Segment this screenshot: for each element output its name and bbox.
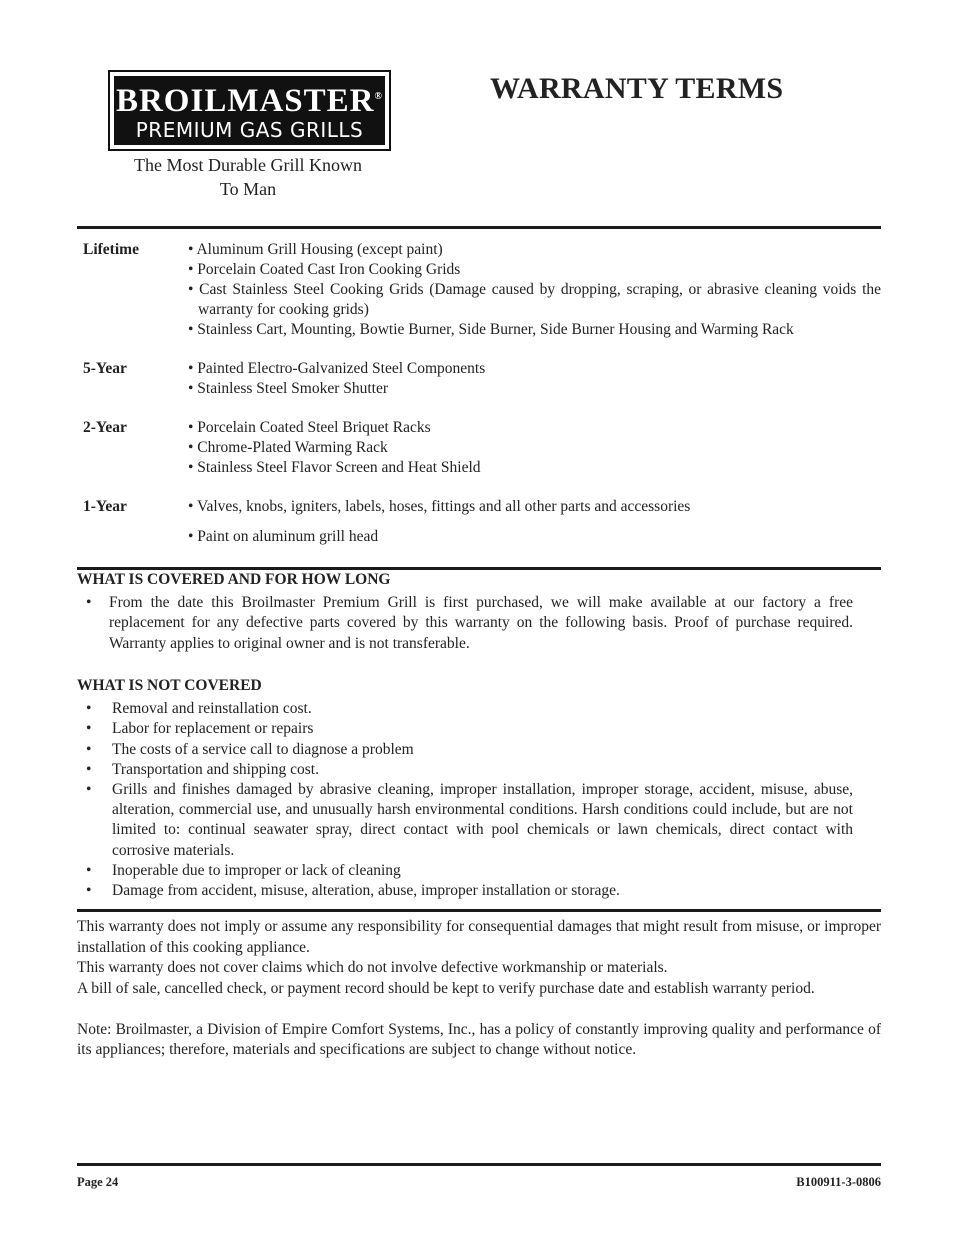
registered-mark: ® [374, 90, 384, 102]
logo-brand-text: BROILMASTER [115, 82, 375, 119]
term-item: • Porcelain Coated Steel Briquet Racks [188, 419, 431, 436]
tagline [108, 153, 388, 201]
term-item: • Chrome-Plated Warming Rack [188, 439, 388, 456]
term-row-2-year [83, 418, 881, 478]
term-row-lifetime [83, 240, 881, 340]
term-item: • Valves, knobs, igniters, labels, hoses, fittings and all other parts and accessories [188, 498, 691, 515]
list-item: • Transportation and shipping cost. [77, 760, 881, 780]
term-row-1-year [83, 497, 881, 547]
term-items [188, 240, 881, 340]
list-item: • The costs of a service call to diagnose a problem [77, 740, 881, 760]
warranty-terms-table [83, 240, 881, 566]
term-item: • Stainless Steel Smoker Shutter [188, 380, 389, 397]
list-item: • Removal and reinstallation cost. [77, 699, 881, 719]
term-item: • Stainless Cart, Mounting, Bowtie Burner, Side Burner, Side Burner Housing and Warming Rack [188, 321, 794, 338]
disclaimer-paragraph: This warranty does not cover claims which do not involve defective workmanship or materials. [77, 959, 668, 976]
term-item: • Paint on aluminum grill head [188, 528, 379, 545]
term-items [188, 497, 881, 547]
list-item: • From the date this Broilmaster Premium Grill is first purchased, we will make available at our factory a free replacement for any defective parts covered by this warranty on the following basis. Proof of purchase required. Warranty applies to original owner and is not transferable. [77, 593, 881, 654]
not-covered-list [77, 699, 881, 901]
list-item: • Damage from accident, misuse, alteration, abuse, improper installation or storage. [77, 881, 881, 901]
list-item: • Inoperable due to improper or lack of cleaning [77, 861, 881, 881]
term-label: 1-Year [83, 498, 127, 515]
note-paragraph: Note: Broilmaster, a Division of Empire Comfort Systems, Inc., has a policy of constantly improving quality and performance of its appliances; therefore, materials and specifications are subject to change without notice. [77, 1020, 881, 1058]
broilmaster-logo [108, 70, 391, 151]
term-item: • Painted Electro-Galvanized Steel Components [188, 360, 486, 377]
divider-footer [77, 1163, 881, 1166]
term-item: • Cast Stainless Steel Cooking Grids (Damage caused by dropping, scraping, or abrasive cleaning voids the warranty for cooking grids) [188, 281, 881, 318]
term-item: • Aluminum Grill Housing (except paint) [188, 241, 443, 258]
term-items [188, 418, 881, 478]
page-number: Page 24 [77, 1175, 119, 1189]
logo-subtitle: PREMIUM GAS GRILLS [135, 117, 364, 142]
term-label: Lifetime [83, 241, 139, 258]
logo-brand [116, 80, 383, 118]
logo-panel [114, 76, 385, 145]
disclaimer-paragraph: This warranty does not imply or assume any responsibility for consequential damages that might result from misuse, or improper installation of this cooking appliance. [77, 918, 881, 956]
divider-lower [77, 909, 881, 912]
term-item: • Porcelain Coated Cast Iron Cooking Grids [188, 261, 461, 278]
term-row-5-year [83, 359, 881, 399]
term-items [188, 359, 881, 399]
divider-top [77, 226, 881, 229]
section-heading: WHAT IS NOT COVERED [77, 677, 262, 694]
page-title: WARRANTY TERMS [490, 72, 784, 105]
tagline-line-1: The Most Durable Grill Known [134, 155, 362, 175]
disclaimers [77, 917, 881, 1061]
not-covered-section [77, 676, 881, 901]
list-item: • Labor for replacement or repairs [77, 719, 881, 739]
covered-list [77, 593, 881, 654]
covered-section [77, 570, 881, 654]
term-item: • Stainless Steel Flavor Screen and Heat Shield [188, 459, 481, 476]
term-label: 2-Year [83, 419, 127, 436]
tagline-line-2: To Man [219, 179, 277, 199]
disclaimer-paragraph: A bill of sale, cancelled check, or payment record should be kept to verify purchase date and establish warranty period. [77, 979, 815, 997]
term-label: 5-Year [83, 360, 127, 377]
document-code: B100911-3-0806 [796, 1175, 881, 1189]
list-item: • Grills and finishes damaged by abrasive cleaning, improper installation, improper storage, accident, misuse, abuse, alteration, commercial use, and unusually harsh environmental conditions. Harsh conditions could include, but are not limited to: continual seawater spray, direct contact with pool chemicals or lawn chemicals, direct contact with corrosive materials. [77, 780, 881, 861]
section-heading: WHAT IS COVERED AND FOR HOW LONG [77, 571, 391, 588]
